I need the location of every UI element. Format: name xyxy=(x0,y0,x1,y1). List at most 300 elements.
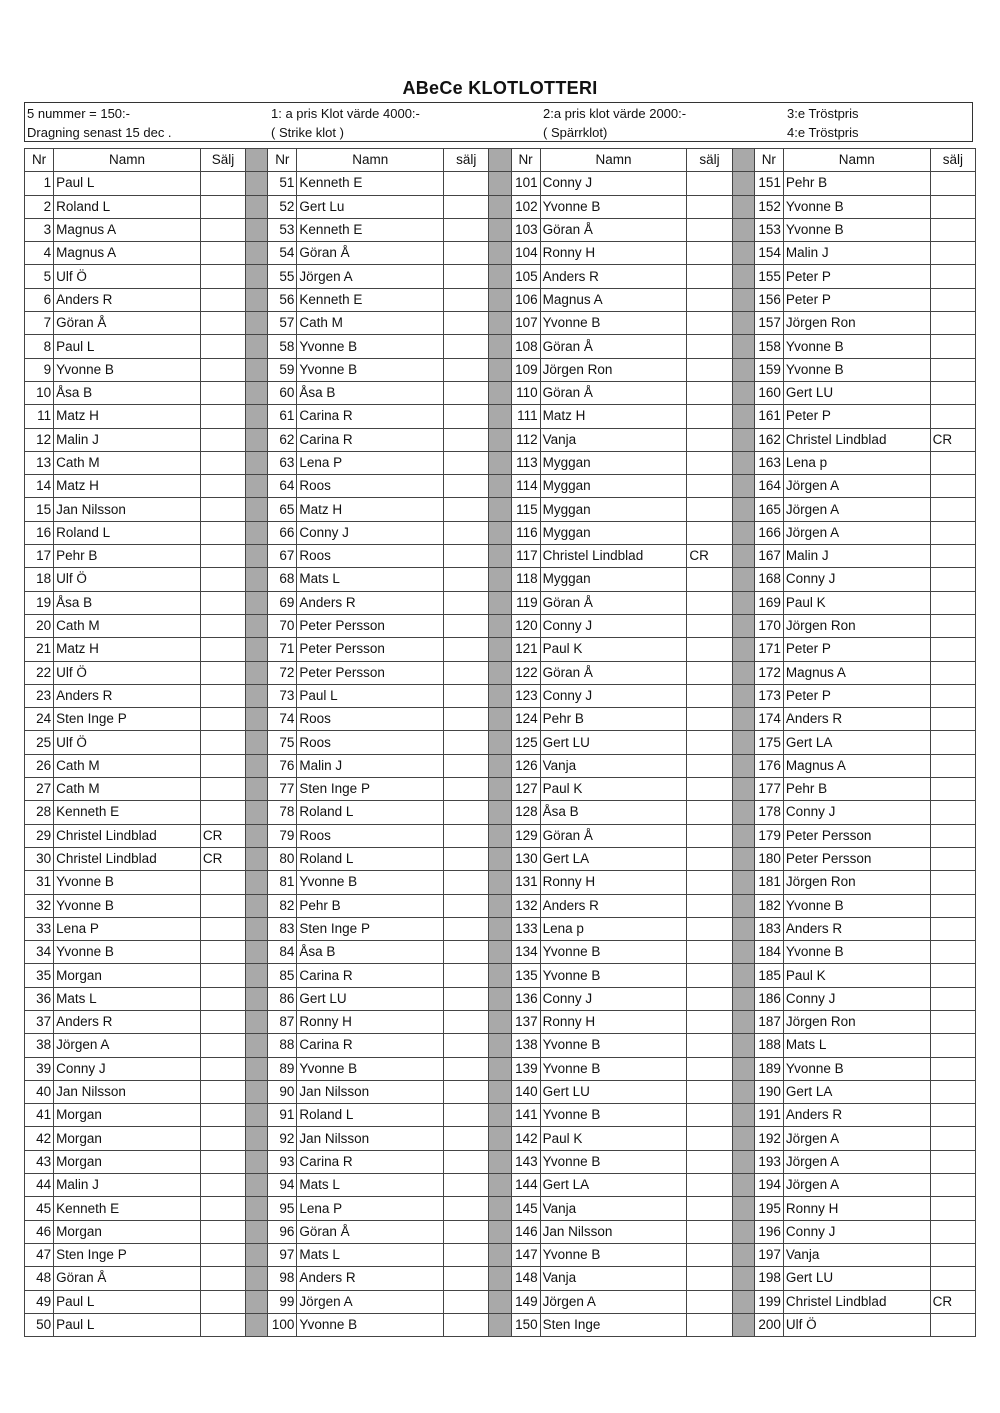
ticket-number: 97 xyxy=(268,1243,297,1266)
ticket-number: 154 xyxy=(754,242,783,265)
ticket-seller xyxy=(687,451,732,474)
column-separator xyxy=(732,614,754,637)
ticket-number: 45 xyxy=(25,1197,54,1220)
ticket-name: Ronny H xyxy=(540,1010,687,1033)
ticket-number: 104 xyxy=(511,242,540,265)
column-separator xyxy=(732,1010,754,1033)
header-nr: Nr xyxy=(25,149,54,172)
ticket-seller xyxy=(200,1080,245,1103)
column-separator xyxy=(246,1220,268,1243)
ticket-number: 31 xyxy=(25,871,54,894)
ticket-seller xyxy=(444,545,489,568)
ticket-name: Gert LU xyxy=(540,731,687,754)
ticket-seller xyxy=(444,1313,489,1336)
column-separator xyxy=(246,708,268,731)
ticket-name: Gert LA xyxy=(540,1174,687,1197)
column-separator xyxy=(246,242,268,265)
column-separator xyxy=(489,661,511,684)
ticket-name: Anders R xyxy=(297,1267,444,1290)
ticket-name: Yvonne B xyxy=(54,871,201,894)
column-separator xyxy=(246,778,268,801)
ticket-number: 27 xyxy=(25,778,54,801)
ticket-seller xyxy=(930,475,975,498)
ticket-number: 191 xyxy=(754,1104,783,1127)
column-separator xyxy=(489,358,511,381)
ticket-name: Peter Persson xyxy=(783,824,930,847)
ticket-number: 26 xyxy=(25,754,54,777)
table-row xyxy=(25,1290,976,1313)
ticket-seller xyxy=(687,1057,732,1080)
ticket-seller xyxy=(930,1057,975,1080)
ticket-number: 200 xyxy=(754,1313,783,1336)
ticket-seller xyxy=(200,684,245,707)
ticket-seller xyxy=(930,894,975,917)
ticket-name: Åsa B xyxy=(297,381,444,404)
ticket-name: Conny J xyxy=(783,568,930,591)
ticket-name: Göran Å xyxy=(540,824,687,847)
ticket-name: Yvonne B xyxy=(540,1057,687,1080)
ticket-seller xyxy=(930,964,975,987)
ticket-number: 165 xyxy=(754,498,783,521)
ticket-name: Pehr B xyxy=(297,894,444,917)
table-row xyxy=(25,754,976,777)
ticket-seller xyxy=(930,451,975,474)
column-separator xyxy=(246,917,268,940)
column-separator xyxy=(732,1243,754,1266)
ticket-seller xyxy=(200,964,245,987)
ticket-seller xyxy=(930,1313,975,1336)
ticket-number: 48 xyxy=(25,1267,54,1290)
column-separator xyxy=(489,708,511,731)
column-separator xyxy=(489,242,511,265)
ticket-number: 38 xyxy=(25,1034,54,1057)
ticket-seller xyxy=(444,405,489,428)
column-separator xyxy=(489,847,511,870)
ticket-number: 11 xyxy=(25,405,54,428)
ticket-name: Yvonne B xyxy=(297,871,444,894)
column-separator xyxy=(489,614,511,637)
ticket-name: Roland L xyxy=(297,801,444,824)
ticket-seller xyxy=(444,778,489,801)
ticket-seller xyxy=(200,475,245,498)
ticket-number: 112 xyxy=(511,428,540,451)
column-separator xyxy=(732,847,754,870)
ticket-number: 153 xyxy=(754,218,783,241)
ticket-number: 102 xyxy=(511,195,540,218)
ticket-name: Yvonne B xyxy=(540,195,687,218)
ticket-number: 182 xyxy=(754,894,783,917)
ticket-number: 34 xyxy=(25,941,54,964)
ticket-seller xyxy=(687,1150,732,1173)
ticket-number: 4 xyxy=(25,242,54,265)
header-namn: Namn xyxy=(54,149,201,172)
ticket-number: 17 xyxy=(25,545,54,568)
column-separator xyxy=(489,1243,511,1266)
ticket-seller xyxy=(444,568,489,591)
ticket-seller xyxy=(930,288,975,311)
ticket-seller xyxy=(930,1267,975,1290)
ticket-number: 189 xyxy=(754,1057,783,1080)
ticket-number: 51 xyxy=(268,172,297,195)
ticket-number: 63 xyxy=(268,451,297,474)
column-separator xyxy=(246,801,268,824)
column-separator xyxy=(246,381,268,404)
column-separator xyxy=(489,1034,511,1057)
ticket-seller xyxy=(687,1080,732,1103)
column-separator xyxy=(246,684,268,707)
ticket-seller xyxy=(444,1057,489,1080)
ticket-number: 125 xyxy=(511,731,540,754)
ticket-number: 131 xyxy=(511,871,540,894)
ticket-name: Sten Inge P xyxy=(297,917,444,940)
ticket-number: 58 xyxy=(268,335,297,358)
column-separator xyxy=(489,1197,511,1220)
ticket-seller xyxy=(687,521,732,544)
column-separator xyxy=(246,335,268,358)
ticket-number: 105 xyxy=(511,265,540,288)
ticket-seller xyxy=(930,708,975,731)
ticket-seller xyxy=(930,731,975,754)
ticket-seller xyxy=(444,1034,489,1057)
table-row xyxy=(25,428,976,451)
ticket-name: Ronny H xyxy=(297,1010,444,1033)
ticket-number: 29 xyxy=(25,824,54,847)
ticket-seller xyxy=(930,638,975,661)
ticket-seller xyxy=(444,218,489,241)
ticket-number: 113 xyxy=(511,451,540,474)
column-separator xyxy=(732,987,754,1010)
ticket-number: 151 xyxy=(754,172,783,195)
ticket-number: 143 xyxy=(511,1150,540,1173)
ticket-number: 147 xyxy=(511,1243,540,1266)
ticket-seller xyxy=(930,778,975,801)
ticket-name: Gert Lu xyxy=(297,195,444,218)
info-second-prize: 2:a pris klot värde 2000:- xyxy=(543,106,687,121)
ticket-name: Sten Inge P xyxy=(54,1243,201,1266)
ticket-seller xyxy=(200,754,245,777)
column-separator xyxy=(246,754,268,777)
ticket-number: 199 xyxy=(754,1290,783,1313)
column-separator xyxy=(732,1150,754,1173)
ticket-number: 8 xyxy=(25,335,54,358)
table-row xyxy=(25,335,976,358)
ticket-number: 59 xyxy=(268,358,297,381)
ticket-seller xyxy=(687,1010,732,1033)
column-separator xyxy=(489,1010,511,1033)
ticket-seller xyxy=(444,335,489,358)
ticket-number: 32 xyxy=(25,894,54,917)
ticket-seller xyxy=(200,1313,245,1336)
column-separator xyxy=(732,172,754,195)
ticket-name: Ulf Ö xyxy=(54,661,201,684)
ticket-number: 115 xyxy=(511,498,540,521)
column-separator xyxy=(732,917,754,940)
ticket-number: 103 xyxy=(511,218,540,241)
ticket-seller xyxy=(930,661,975,684)
column-separator xyxy=(246,475,268,498)
ticket-seller xyxy=(687,1174,732,1197)
column-separator xyxy=(732,498,754,521)
table-row xyxy=(25,987,976,1010)
ticket-name: Magnus A xyxy=(783,754,930,777)
column-separator xyxy=(246,731,268,754)
ticket-number: 66 xyxy=(268,521,297,544)
ticket-number: 142 xyxy=(511,1127,540,1150)
ticket-name: Jan Nilsson xyxy=(297,1127,444,1150)
ticket-seller xyxy=(687,265,732,288)
ticket-name: Anders R xyxy=(783,917,930,940)
ticket-number: 81 xyxy=(268,871,297,894)
column-separator xyxy=(489,1150,511,1173)
column-separator xyxy=(732,149,754,172)
ticket-number: 83 xyxy=(268,917,297,940)
ticket-seller xyxy=(444,1150,489,1173)
ticket-name: Paul K xyxy=(540,778,687,801)
table-header-row xyxy=(25,149,976,172)
ticket-name: Jörgen A xyxy=(783,1150,930,1173)
ticket-seller xyxy=(687,475,732,498)
ticket-name: Kenneth E xyxy=(297,288,444,311)
ticket-name: Jörgen A xyxy=(297,1290,444,1313)
ticket-name: Sten Inge xyxy=(540,1313,687,1336)
ticket-seller xyxy=(444,521,489,544)
ticket-number: 136 xyxy=(511,987,540,1010)
ticket-number: 111 xyxy=(511,405,540,428)
ticket-seller xyxy=(687,218,732,241)
column-separator xyxy=(489,1220,511,1243)
ticket-seller xyxy=(444,941,489,964)
column-separator xyxy=(732,288,754,311)
ticket-name: Sten Inge P xyxy=(54,708,201,731)
ticket-name: Gert LA xyxy=(783,731,930,754)
ticket-seller xyxy=(930,358,975,381)
ticket-number: 61 xyxy=(268,405,297,428)
column-separator xyxy=(489,1174,511,1197)
ticket-seller xyxy=(200,288,245,311)
column-separator xyxy=(732,754,754,777)
ticket-seller xyxy=(444,1127,489,1150)
table-row xyxy=(25,778,976,801)
ticket-seller xyxy=(444,871,489,894)
ticket-name: Peter Persson xyxy=(783,847,930,870)
ticket-number: 173 xyxy=(754,684,783,707)
table-row xyxy=(25,195,976,218)
ticket-name: Sten Inge P xyxy=(297,778,444,801)
ticket-name: Yvonne B xyxy=(54,358,201,381)
ticket-name: Pehr B xyxy=(783,172,930,195)
ticket-number: 1 xyxy=(25,172,54,195)
ticket-number: 95 xyxy=(268,1197,297,1220)
header-namn: Namn xyxy=(540,149,687,172)
ticket-name: Roos xyxy=(297,731,444,754)
table-row xyxy=(25,801,976,824)
ticket-seller xyxy=(444,1243,489,1266)
ticket-number: 28 xyxy=(25,801,54,824)
ticket-name: Yvonne B xyxy=(297,335,444,358)
ticket-name: Yvonne B xyxy=(540,1104,687,1127)
ticket-seller xyxy=(200,498,245,521)
ticket-name: Göran Å xyxy=(540,335,687,358)
table-row xyxy=(25,1127,976,1150)
ticket-seller xyxy=(930,824,975,847)
ticket-name: Göran Å xyxy=(540,661,687,684)
ticket-name: Peter Persson xyxy=(297,614,444,637)
column-separator xyxy=(732,1267,754,1290)
ticket-seller xyxy=(687,778,732,801)
ticket-seller xyxy=(200,871,245,894)
column-separator xyxy=(246,894,268,917)
table-row xyxy=(25,731,976,754)
table-row xyxy=(25,964,976,987)
ticket-number: 117 xyxy=(511,545,540,568)
ticket-number: 62 xyxy=(268,428,297,451)
ticket-seller: CR xyxy=(200,847,245,870)
ticket-name: Lena P xyxy=(54,917,201,940)
ticket-number: 186 xyxy=(754,987,783,1010)
ticket-number: 119 xyxy=(511,591,540,614)
ticket-name: Jörgen A xyxy=(783,1174,930,1197)
column-separator xyxy=(246,941,268,964)
ticket-seller xyxy=(444,987,489,1010)
ticket-number: 168 xyxy=(754,568,783,591)
ticket-name: Cath M xyxy=(297,312,444,335)
column-separator xyxy=(246,661,268,684)
header-salj: sälj xyxy=(930,149,975,172)
ticket-name: Yvonne B xyxy=(783,358,930,381)
ticket-seller xyxy=(444,195,489,218)
column-separator xyxy=(246,1243,268,1266)
ticket-seller xyxy=(930,498,975,521)
table-row xyxy=(25,568,976,591)
column-separator xyxy=(732,1080,754,1103)
ticket-name: Mats L xyxy=(297,568,444,591)
ticket-name: Christel Lindblad xyxy=(54,824,201,847)
table-row xyxy=(25,498,976,521)
column-separator xyxy=(246,638,268,661)
table-row xyxy=(25,708,976,731)
ticket-name: Gert LU xyxy=(297,987,444,1010)
ticket-number: 42 xyxy=(25,1127,54,1150)
ticket-name: Yvonne B xyxy=(297,1313,444,1336)
ticket-name: Ulf Ö xyxy=(54,731,201,754)
ticket-name: Yvonne B xyxy=(783,1057,930,1080)
ticket-number: 86 xyxy=(268,987,297,1010)
ticket-seller xyxy=(687,1313,732,1336)
table-row xyxy=(25,1220,976,1243)
ticket-seller xyxy=(930,614,975,637)
ticket-number: 141 xyxy=(511,1104,540,1127)
column-separator xyxy=(246,428,268,451)
column-separator xyxy=(732,1104,754,1127)
ticket-seller xyxy=(687,568,732,591)
ticket-number: 149 xyxy=(511,1290,540,1313)
column-separator xyxy=(246,265,268,288)
ticket-seller xyxy=(687,172,732,195)
ticket-seller xyxy=(444,824,489,847)
ticket-name: Lena p xyxy=(783,451,930,474)
ticket-name: Ronny H xyxy=(540,242,687,265)
ticket-seller xyxy=(687,801,732,824)
ticket-name: Anders R xyxy=(783,708,930,731)
column-separator xyxy=(732,1057,754,1080)
ticket-seller xyxy=(930,801,975,824)
table-row xyxy=(25,172,976,195)
ticket-seller xyxy=(687,871,732,894)
column-separator xyxy=(489,801,511,824)
ticket-seller xyxy=(930,941,975,964)
ticket-seller xyxy=(930,218,975,241)
ticket-seller xyxy=(200,708,245,731)
ticket-number: 19 xyxy=(25,591,54,614)
ticket-name: Jan Nilsson xyxy=(540,1220,687,1243)
ticket-number: 14 xyxy=(25,475,54,498)
ticket-seller xyxy=(200,265,245,288)
ticket-name: Paul L xyxy=(54,172,201,195)
column-separator xyxy=(732,568,754,591)
ticket-name: Myggan xyxy=(540,475,687,498)
column-separator xyxy=(732,1290,754,1313)
ticket-name: Lena p xyxy=(540,917,687,940)
ticket-name: Conny J xyxy=(540,987,687,1010)
ticket-name: Paul K xyxy=(540,638,687,661)
column-separator xyxy=(489,172,511,195)
ticket-number: 49 xyxy=(25,1290,54,1313)
column-separator xyxy=(732,1220,754,1243)
ticket-seller xyxy=(930,312,975,335)
column-separator xyxy=(732,1127,754,1150)
ticket-number: 164 xyxy=(754,475,783,498)
ticket-number: 110 xyxy=(511,381,540,404)
ticket-seller xyxy=(687,708,732,731)
ticket-name: Jörgen A xyxy=(783,498,930,521)
ticket-name: Christel Lindblad xyxy=(783,428,930,451)
table-row xyxy=(25,1267,976,1290)
ticket-number: 55 xyxy=(268,265,297,288)
ticket-name: Magnus A xyxy=(783,661,930,684)
ticket-name: Anders R xyxy=(54,684,201,707)
column-separator xyxy=(489,1080,511,1103)
column-separator xyxy=(489,545,511,568)
ticket-name: Vanja xyxy=(783,1243,930,1266)
column-separator xyxy=(489,1313,511,1336)
column-separator xyxy=(489,824,511,847)
header-nr: Nr xyxy=(268,149,297,172)
table-row xyxy=(25,1243,976,1266)
ticket-name: Yvonne B xyxy=(540,941,687,964)
column-separator xyxy=(489,1267,511,1290)
column-separator xyxy=(246,871,268,894)
ticket-seller xyxy=(930,521,975,544)
column-separator xyxy=(489,405,511,428)
ticket-number: 30 xyxy=(25,847,54,870)
ticket-seller xyxy=(687,1290,732,1313)
ticket-number: 37 xyxy=(25,1010,54,1033)
column-separator xyxy=(489,1104,511,1127)
column-separator xyxy=(732,731,754,754)
column-separator xyxy=(246,358,268,381)
ticket-seller xyxy=(930,242,975,265)
column-separator xyxy=(489,149,511,172)
header-namn: Namn xyxy=(783,149,930,172)
ticket-seller xyxy=(687,661,732,684)
table-row xyxy=(25,1150,976,1173)
page-title: ABeCe KLOTLOTTERI xyxy=(402,78,598,98)
ticket-number: 160 xyxy=(754,381,783,404)
ticket-number: 145 xyxy=(511,1197,540,1220)
ticket-name: Peter Persson xyxy=(297,661,444,684)
ticket-number: 57 xyxy=(268,312,297,335)
ticket-number: 185 xyxy=(754,964,783,987)
